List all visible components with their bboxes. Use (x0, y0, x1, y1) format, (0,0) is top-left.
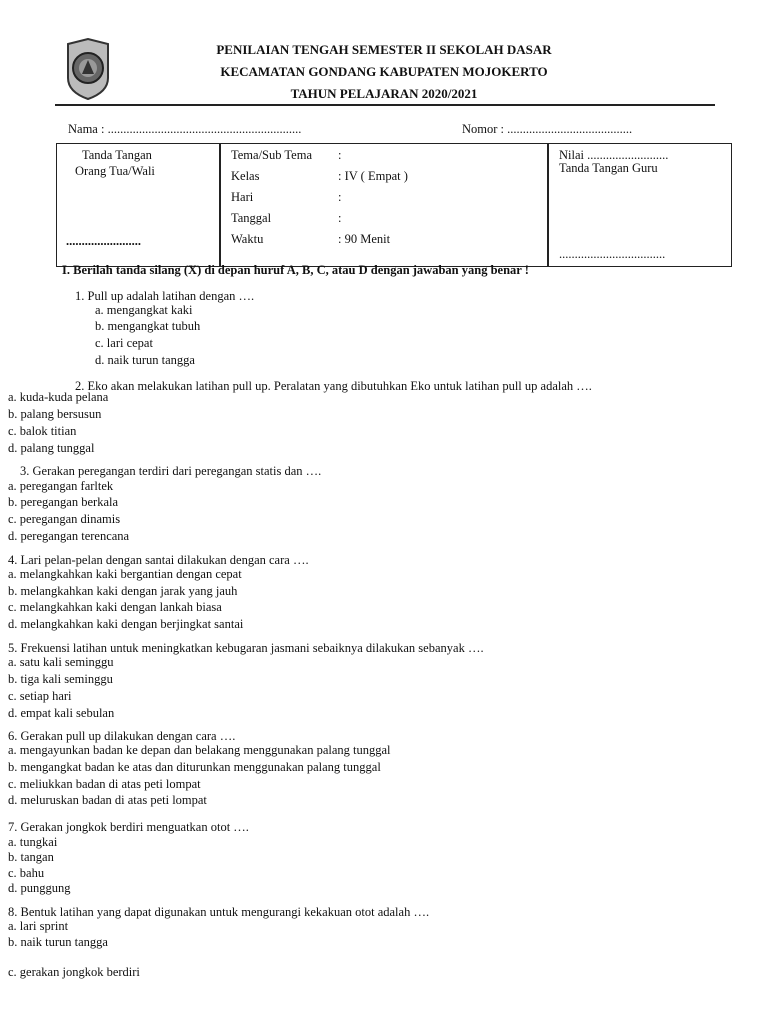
option[interactable]: c. balok titian (8, 424, 77, 438)
tema-label: Tema/Sub Tema (231, 148, 312, 162)
option[interactable]: a. kuda-kuda pelana (8, 390, 109, 404)
header-year: TAHUN PELAJARAN 2020/2021 (290, 86, 478, 101)
option[interactable]: b. melangkahkan kaki dengan jarak yang jauh (8, 584, 238, 598)
option[interactable]: d. meluruskan badan di atas peti lompat (8, 793, 207, 807)
option[interactable]: c. gerakan jongkok berdiri (8, 965, 140, 979)
option[interactable]: d. punggung (8, 881, 71, 895)
option[interactable]: c. setiap hari (8, 689, 72, 703)
score-field[interactable]: Nilai .......................... (559, 148, 669, 162)
tanggal-value: : (338, 211, 342, 225)
option[interactable]: b. palang bersusun (8, 407, 102, 421)
option[interactable]: b. peregangan berkala (8, 495, 119, 509)
option[interactable]: a. satu kali seminggu (8, 655, 114, 669)
option[interactable]: c. peregangan dinamis (8, 512, 121, 526)
waktu-value: : 90 Menit (338, 232, 391, 246)
header-title: PENILAIAN TENGAH SEMESTER II SEKOLAH DASAR (216, 42, 552, 57)
option[interactable]: a. peregangan farltek (8, 479, 114, 493)
header-divider (55, 104, 715, 106)
tanggal-label: Tanggal (231, 211, 272, 225)
option[interactable]: d. palang tunggal (8, 441, 95, 455)
instruction: I. Berilah tanda silang (X) di depan huruf A, B, C, atau D dengan jawaban yang benar ! (62, 263, 529, 277)
option[interactable]: b. tiga kali seminggu (8, 672, 113, 686)
number-field[interactable]: Nomor : ........................................ (462, 122, 633, 136)
question-7: 7. Gerakan jongkok berdiri menguatkan otot …. (8, 820, 249, 834)
option[interactable]: b. mengangkat badan ke atas dan diturunkan menggunakan palang tunggal (8, 760, 381, 774)
header-subtitle: KECAMATAN GONDANG KABUPATEN MOJOKERTO (220, 64, 548, 79)
question-4: 4. Lari pelan-pelan dengan santai dilakukan dengan cara …. (8, 553, 309, 567)
option[interactable]: d. peregangan terencana (8, 529, 130, 543)
question-8: 8. Bentuk latihan yang dapat digunakan untuk mengurangi kekakuan otot adalah …. (8, 905, 430, 919)
tema-value: : (338, 148, 342, 162)
option[interactable]: c. meliukkan badan di atas peti lompat (8, 777, 201, 791)
option[interactable]: d. naik turun tangga (95, 353, 195, 367)
option[interactable]: c. melangkahkan kaki dengan lankah biasa (8, 600, 222, 614)
parent-sign-line[interactable]: ........................ (66, 234, 141, 248)
name-field[interactable]: Nama : .............................................................. (68, 122, 302, 136)
kelas-label: Kelas (231, 169, 260, 183)
question-3: 3. Gerakan peregangan terdiri dari peregangan statis dan …. (20, 464, 322, 478)
hari-label: Hari (231, 190, 254, 204)
option[interactable]: a. mengangkat kaki (95, 303, 193, 317)
option[interactable]: b. naik turun tangga (8, 935, 108, 949)
option[interactable]: a. melangkahkan kaki bergantian dengan cepat (8, 567, 242, 581)
option[interactable]: d. empat kali sebulan (8, 706, 115, 720)
kelas-value: : IV ( Empat ) (338, 169, 408, 183)
teacher-sign-line[interactable]: .................................. (559, 247, 666, 261)
question-6: 6. Gerakan pull up dilakukan dengan cara …. (8, 729, 236, 743)
hari-value: : (338, 190, 342, 204)
option[interactable]: a. lari sprint (8, 919, 69, 933)
waktu-label: Waktu (231, 232, 264, 246)
option[interactable]: d. melangkahkan kaki dengan berjingkat santai (8, 617, 244, 631)
teacher-sign-label: Tanda Tangan Guru (559, 161, 658, 175)
question-5: 5. Frekuensi latihan untuk meningkatkan kebugaran jasmani sebaiknya dilakukan sebanyak …. (8, 641, 484, 655)
option[interactable]: b. tangan (8, 850, 54, 864)
option[interactable]: c. bahu (8, 866, 45, 880)
question-2: 2. Eko akan melakukan latihan pull up. Peralatan yang dibutuhkan Eko untuk latihan pull up adalah …. (75, 379, 592, 393)
parent-sign-label-2: Orang Tua/Wali (75, 164, 155, 178)
option[interactable]: c. lari cepat (95, 336, 153, 350)
option[interactable]: a. tungkai (8, 835, 58, 849)
option[interactable]: b. mengangkat tubuh (95, 319, 201, 333)
parent-sign-label: Tanda Tangan (82, 148, 152, 162)
option[interactable]: a. mengayunkan badan ke depan dan belakang menggunakan palang tunggal (8, 743, 391, 757)
question-1: 1. Pull up adalah latihan dengan …. (75, 289, 255, 303)
